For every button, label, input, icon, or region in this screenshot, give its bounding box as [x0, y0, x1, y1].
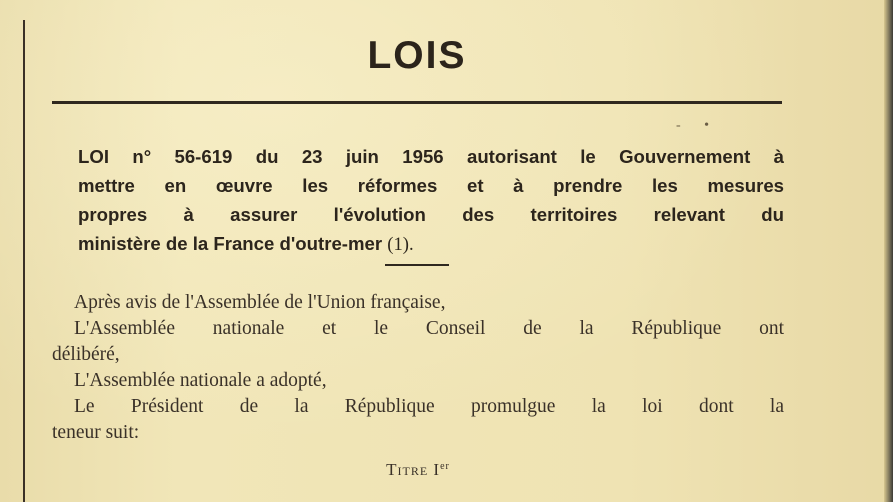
preamble-line-2: L'Assemblée nationale et le Conseil de la République ont — [74, 318, 784, 339]
section-heading: LOIS — [367, 34, 467, 77]
section-title-superscript: er — [440, 461, 450, 472]
preamble-line-3: délibéré, — [52, 344, 120, 365]
law-title-line-2: mettre en œuvre les réformes et à prendre les mesures — [78, 175, 784, 196]
preamble-line-5: Le Président de la République promulgue la loi dont la — [74, 396, 784, 417]
title-divider — [385, 264, 449, 266]
section-title — [52, 460, 784, 480]
left-column-rule — [23, 20, 25, 502]
section-title-word: Titre — [386, 460, 429, 479]
law-title — [78, 142, 784, 259]
law-preamble — [52, 290, 784, 446]
preamble-line-6: teneur suit: — [52, 422, 140, 443]
page-edge-shadow — [884, 0, 893, 502]
heading-divider — [52, 101, 782, 104]
law-title-line-4-text: ministère de la France d'outre-mer — [78, 233, 383, 254]
preamble-line-1: Après avis de l'Assemblée de l'Union française, — [74, 292, 446, 313]
law-title-line-4 — [78, 229, 784, 259]
preamble-line-4: L'Assemblée nationale a adopté, — [74, 370, 327, 391]
footnote-reference: (1). — [387, 234, 414, 255]
law-title-line-3: propres à assurer l'évolution des territoires relevant du — [78, 204, 784, 225]
section-title-number: I — [433, 460, 441, 479]
law-title-line-1: LOI n° 56-619 du 23 juin 1956 autorisant le Gouvernement à — [78, 146, 784, 167]
decorative-mark: - • — [676, 118, 720, 133]
